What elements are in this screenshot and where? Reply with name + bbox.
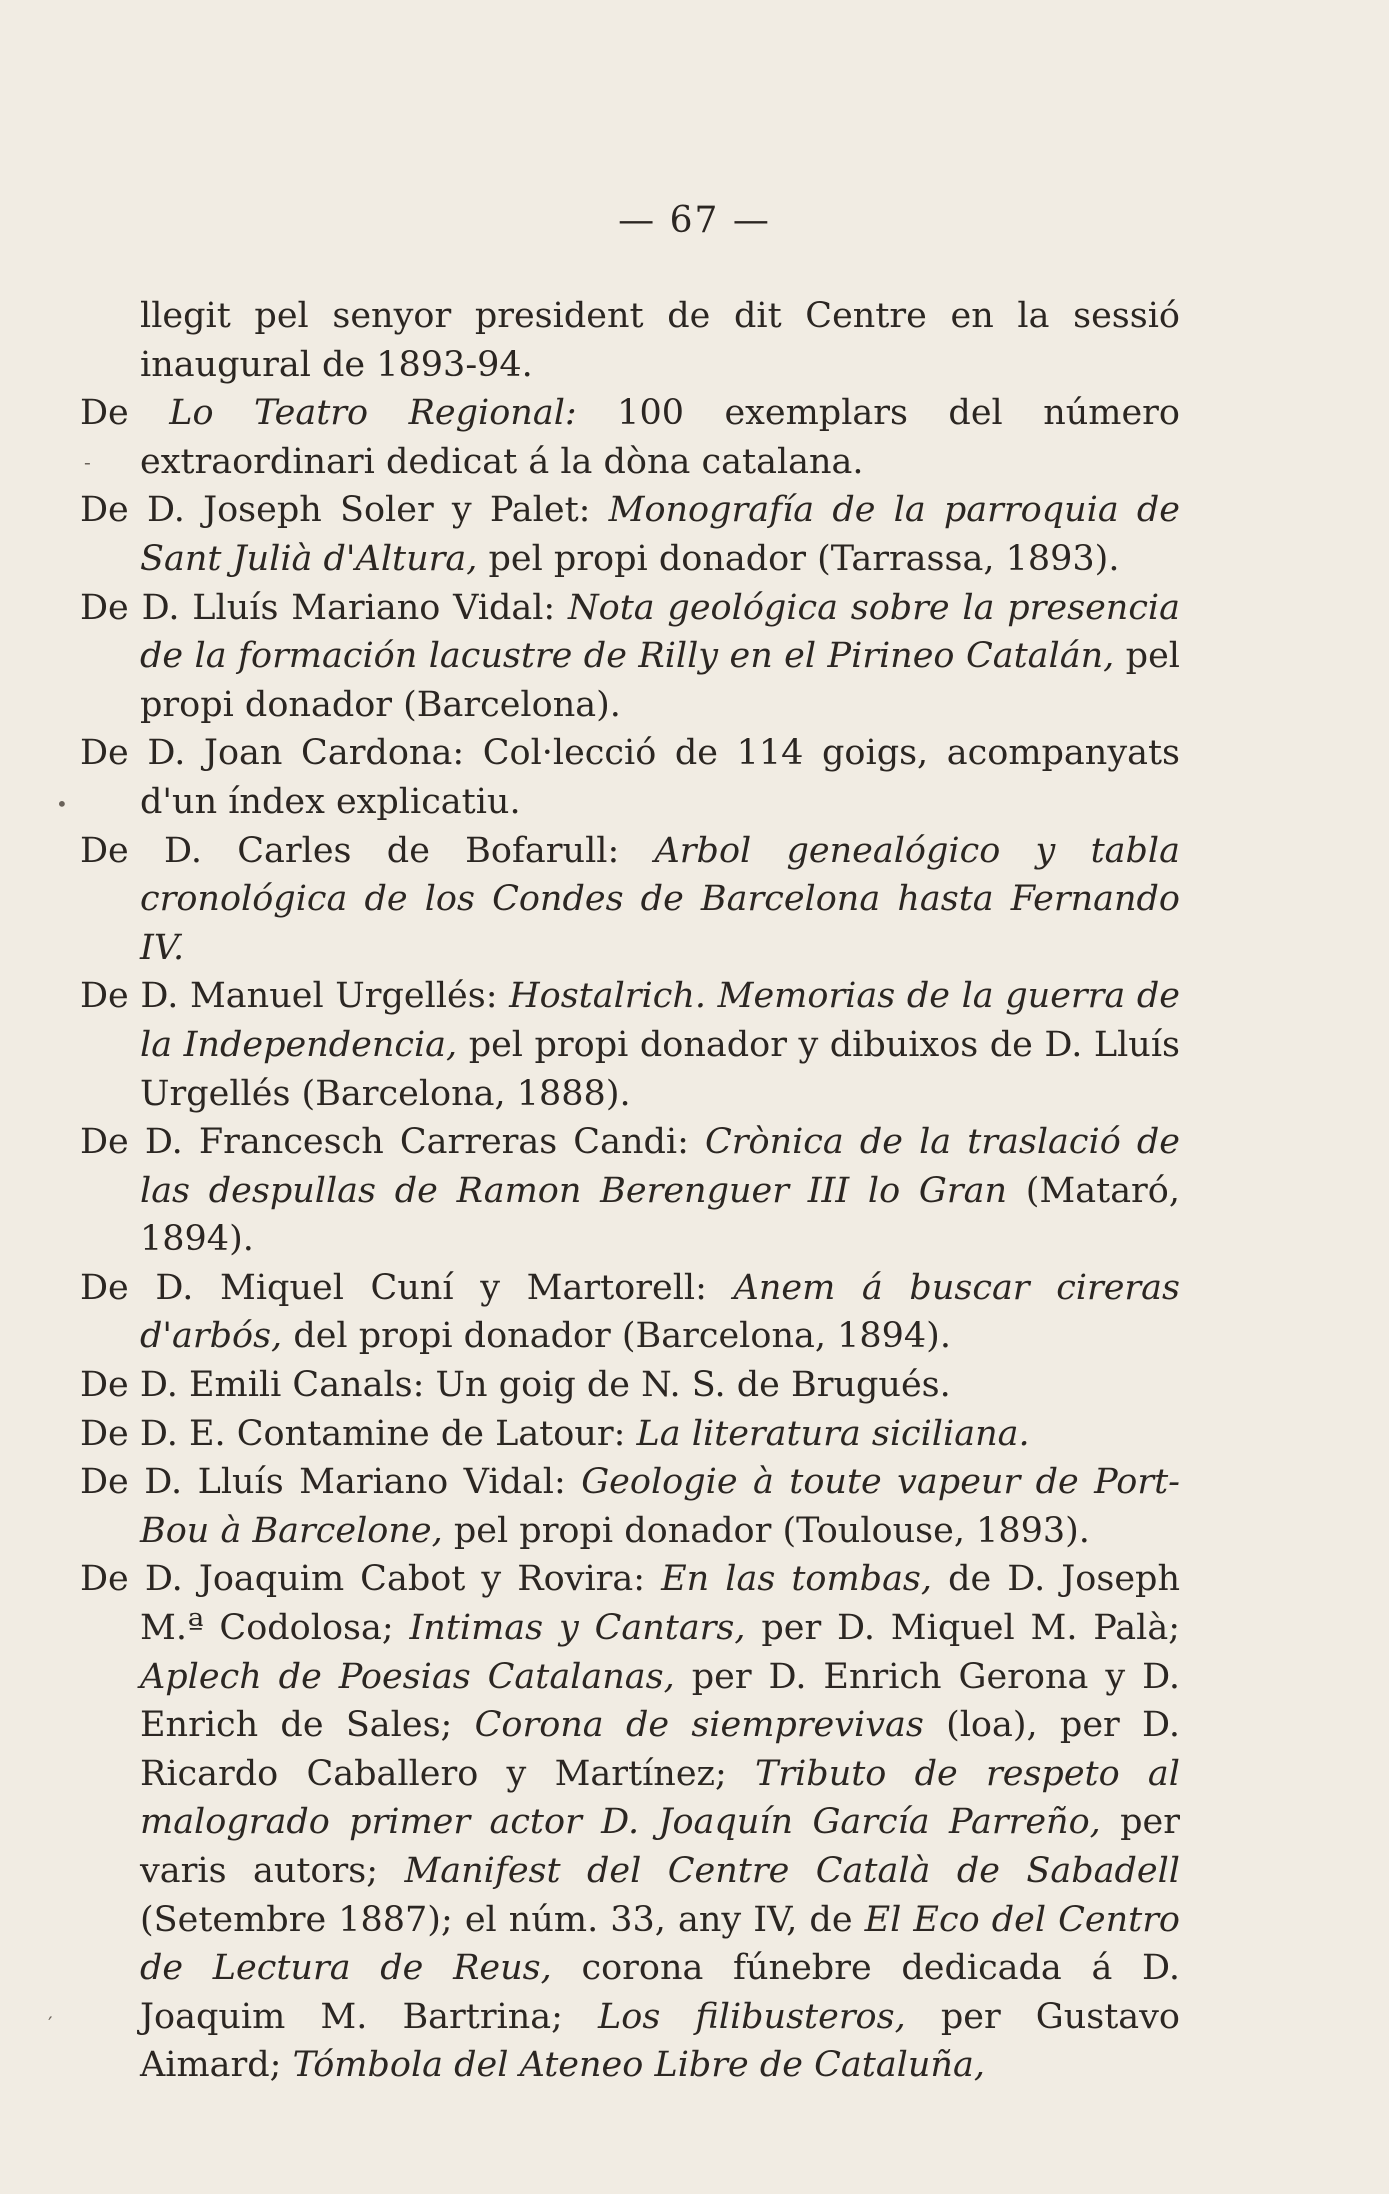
entry-text: (loa), per D. Ricardo Caballero y Martínez; — [140, 1705, 1180, 1794]
entry-text: De D. E. Contamine de Latour: — [80, 1413, 637, 1454]
entry-text: De D. Miquel Cuní y Martorell: — [80, 1267, 734, 1308]
entry-text: del propi donador (Barcelona, 1894). — [282, 1316, 951, 1357]
entry-text: De D. Emili Canals: Un goig de N. S. de Brugués. — [80, 1365, 951, 1406]
margin-mark: - — [84, 450, 91, 474]
entry-text: De D. Lluís Mariano Vidal: — [80, 587, 569, 628]
donation-entry — [80, 827, 1180, 973]
entry-text: per D. Miquel M. Palà; — [745, 1608, 1181, 1649]
title-text: Los filibusteros, — [598, 1996, 906, 2037]
donation-entry — [80, 1264, 1180, 1361]
title-text: Aplech de Poesias Catalanas, — [140, 1656, 675, 1697]
entry-text: corona fúnebre dedicada á D. Joaquim M. Bartrina; — [140, 1948, 1180, 2037]
entry-text: De D. Joaquim Cabot y Rovira: — [80, 1559, 662, 1600]
entry-text: (Mataró, 1894). — [140, 1170, 1180, 1260]
entry-text: De D. Joseph Soler y Palet: — [80, 490, 609, 531]
entry-text: De D. Lluís Mariano Vidal: — [80, 1462, 582, 1503]
title-text: El Eco del Centro de Lectura de Reus, — [140, 1899, 1180, 1989]
donation-entry — [80, 1361, 1180, 1410]
title-text: La literatura siciliana. — [636, 1413, 1030, 1454]
margin-mark: • — [56, 792, 68, 816]
entry-text: De D. Carles de Bofarull: — [80, 830, 655, 871]
title-text: Crònica de la traslació de las despullas de Ramon Berenguer III lo Gran — [140, 1122, 1180, 1211]
title-text: Hostalrich. Memorias de la guerra de la Independencia, — [140, 976, 1180, 1065]
donation-entry — [80, 292, 1180, 389]
donation-entry — [80, 1410, 1180, 1459]
entry-text: de D. Joseph M.ª Codolosa; — [140, 1559, 1180, 1649]
entry-text: per D. Enrich Gerona y D. Enrich de Sales; — [140, 1656, 1181, 1746]
title-text: En las tombas, — [661, 1559, 933, 1600]
donation-entry — [80, 1118, 1180, 1264]
donation-entry — [80, 584, 1180, 730]
title-text: Corona de siemprevivas — [474, 1705, 924, 1746]
title-text: Anem á buscar cireras d'arbós, — [140, 1267, 1180, 1357]
entry-text: De D. Francesch Carreras Candi: — [80, 1122, 705, 1163]
entry-text: pel propi donador (Toulouse, 1893). — [442, 1510, 1090, 1551]
title-text: Tómbola del Ateneo Libre de Cataluña, — [292, 2045, 985, 2086]
donation-entry — [80, 729, 1180, 826]
donation-entry — [80, 486, 1180, 583]
body-text — [80, 292, 1180, 2090]
title-text: Nota geológica sobre la presencia de la formación lacustre de Rilly en el Pirineo Catalán, — [140, 587, 1180, 677]
title-text: Monografía de la parroquia de Sant Julià d'Altura, — [140, 490, 1180, 579]
donation-entry — [80, 389, 1180, 486]
entry-text: pel propi donador y dibuixos de D. Lluís Urgellés (Barcelona, 1888). — [140, 1024, 1180, 1114]
entry-text: per varis autors; — [140, 1802, 1180, 1891]
donation-entry — [80, 1555, 1180, 2090]
entry-text: (Setembre 1887); el núm. 33, any IV, de — [140, 1899, 865, 1940]
entry-text: 100 exemplars del número extraordinari dedicat á la dòna catalana. — [140, 393, 1180, 482]
title-text: Manifest del Centre Català de Sabadell — [404, 1851, 1180, 1891]
title-text: Lo Teatro Regional: — [169, 393, 577, 434]
entry-text: pel propi donador (Barcelona). — [140, 636, 1180, 725]
donation-entry — [80, 972, 1180, 1118]
title-text: Arbol genealógico y tabla cronológica de los Condes de Barcelona hasta Fernando IV. — [140, 830, 1180, 968]
page-number: — 67 — — [618, 200, 771, 241]
title-text: Tributo de respeto al malogrado primer actor D. Joaquín García Parreño, — [140, 1753, 1180, 1843]
entry-text: De D. Manuel Urgellés: — [80, 976, 510, 1017]
entry-text: llegit pel senyor president de dit Centre en la sessió inaugural de 1893-94. — [140, 296, 1180, 385]
title-text: Intimas y Cantars, — [409, 1608, 746, 1649]
entry-text: De — [80, 393, 170, 434]
margin-mark: ′ — [48, 2012, 53, 2036]
entry-text: De D. Joan Cardona: Col·lecció de 114 goigs, acompanyats d'un índex explicatiu. — [80, 733, 1180, 822]
entry-text: per Gustavo Aimard; — [140, 1996, 1180, 2086]
donation-entry — [80, 1458, 1180, 1555]
entry-text: pel propi donador (Tarrassa, 1893). — [477, 538, 1120, 579]
title-text: Geologie à toute vapeur de Port-Bou à Barcelone, — [140, 1462, 1180, 1551]
